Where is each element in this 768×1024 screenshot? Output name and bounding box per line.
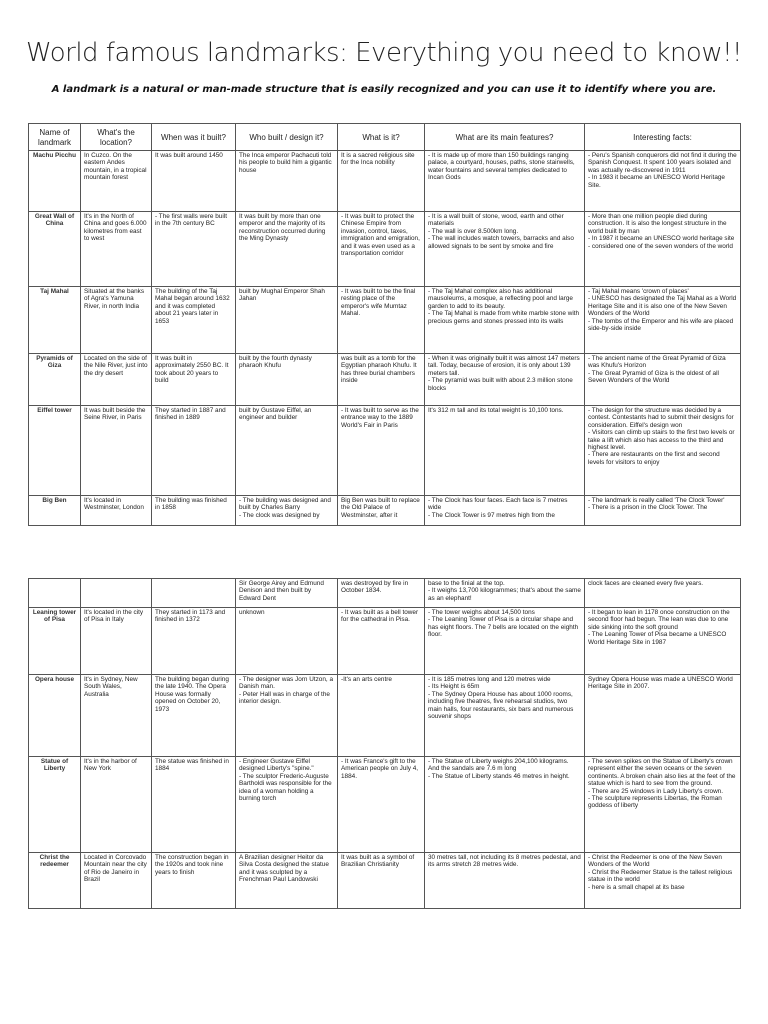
built-cell: The building was finished in 1858 — [152, 496, 236, 526]
header-what: What is it? — [338, 124, 425, 151]
facts-cell: - Christ the Redeemer is one of the New Seven Wonders of the World - Christ the Redeemer Statue is the tallest religious statue in the world - here is a small chapel at its base — [585, 853, 741, 909]
header-name: Name of landmark — [29, 124, 81, 151]
what-cell: was destroyed by fire in October 1834. — [338, 579, 425, 608]
table-row-eiffel-tower — [29, 406, 741, 496]
builder-cell: - The building was designed and built by Charles Barry - The clock was designed by — [236, 496, 338, 526]
built-cell: It was built around 1450 — [152, 151, 236, 212]
built-cell: The building began during the late 1940. The Opera House was formally opened on October 20, 1973 — [152, 675, 236, 757]
what-cell: Big Ben was built to replace the Old Palace of Westminster, after it — [338, 496, 425, 526]
header-location: What's the location? — [81, 124, 152, 151]
landmark-name: Pyramids of Giza — [29, 354, 81, 406]
table-row-machu-picchu — [29, 151, 741, 212]
builder-cell: - The designer was Jorn Utzon, a Danish man. - Peter Hall was in charge of the interior design. — [236, 675, 338, 757]
builder-cell: A Brazilian designer Heitor da Silva Costa designed the statue and it was sculpted by a Frenchman Paul Landowski — [236, 853, 338, 909]
features-cell: 30 metres tall, not including its 8 metres pedestal, and its arms stretch 28 metres wide. — [425, 853, 585, 909]
location-cell: It's in the North of China and goes 6.000 kilometres from east to west — [81, 212, 152, 287]
features-cell: - When it was originally built it was almost 147 meters tall. Today, because of erosion, it is only about 139 meters tall. - The pyramid was built with about 2.3 million stone blocks — [425, 354, 585, 406]
table-row-statue-of-liberty — [29, 757, 741, 853]
features-cell: - It is made up of more than 150 buildings ranging palace, a courtyard, houses, paths, stone stairwells, water fountains and several temples dedicated to Incan Gods — [425, 151, 585, 212]
location-cell: It's located in the city of Pisa in Italy — [81, 608, 152, 675]
landmark-name: Eiffel tower — [29, 406, 81, 496]
facts-cell: - Taj Mahal means 'crown of places' - UNESCO has designated the Taj Mahal as a World Heritage Site and it is also one of the New Seven Wonders of the World - The tombs of the Emperor and his wife are placed side-by-side inside — [585, 287, 741, 354]
table-row-big-ben — [29, 496, 741, 526]
features-cell: - The tower weighs about 14,500 tons - The Leaning Tower of Pisa is a circular shape and has eight floors. The 7 bells are located on the eighth floor. — [425, 608, 585, 675]
builder-cell: It was built by more than one emperor and the majority of its reconstruction occurred during the Ming Dynasty — [236, 212, 338, 287]
location-cell: Situated at the banks of Agra's Yamuna River, in north India — [81, 287, 152, 354]
built-cell: The building of the Taj Mahal began around 1632 and it was completed about 21 years later in 1653 — [152, 287, 236, 354]
table-row-great-wall — [29, 212, 741, 287]
features-cell: base to the finial at the top. - It weighs 13,700 kilogrammes; that's about the same as an elephant! — [425, 579, 585, 608]
builder-cell: built by Mughal Emperor Shah Jahan — [236, 287, 338, 354]
builder-cell: built by the fourth dynasty pharaoh Khufu — [236, 354, 338, 406]
table-row-pyramids — [29, 354, 741, 406]
what-cell: was built as a tomb for the Egyptian pharaoh Khufu. It has three burial chambers inside — [338, 354, 425, 406]
builder-cell: The Inca emperor Pachacuti told his people to build him a gigantic house — [236, 151, 338, 212]
facts-cell: clock faces are cleaned every five years. — [585, 579, 741, 608]
features-cell: - The Taj Mahal complex also has additional mausoleums, a mosque, a reflecting pool and large garden to add to its beauty. - The Taj Mahal is made from white marble stone with precious gems and stones pressed into its walls — [425, 287, 585, 354]
built-cell-empty — [152, 579, 236, 608]
built-cell: It was built in approximately 2550 BC. It took about 20 years to build — [152, 354, 236, 406]
built-cell: The construction began in the 1920s and took nine years to finish — [152, 853, 236, 909]
location-cell: Located in Corcovado Mountain near the city of Rio de Janeiro in Brazil — [81, 853, 152, 909]
features-cell: - It is a wall built of stone, wood, earth and other materials - The wall is over 8.500km long. - The wall includes watch towers, barracks and also allowed signals to be sent by smoke and fire — [425, 212, 585, 287]
what-cell: It was built as a symbol of Brazilian Christianity — [338, 853, 425, 909]
facts-cell: Sydney Opera House was made a UNESCO World Heritage Site in 2007. — [585, 675, 741, 757]
table-row-big-ben-continued — [29, 579, 741, 608]
landmark-name: Machu Picchu — [29, 151, 81, 212]
facts-cell: - The ancient name of the Great Pyramid of Giza was Khufu's Horizon - The Great Pyramid of Giza is the oldest of all Seven Wonders of the World — [585, 354, 741, 406]
facts-cell: - The design for the structure was decided by a contest. Contestants had to submit their designs for consideration. Eiffel's design won - Visitors can climb up stairs to the first two levels or take a lift which also has access to the third and highest level. - There are restaurants on the first and second levels for visitors to enjoy — [585, 406, 741, 496]
built-cell: They started in 1173 and finished in 1372 — [152, 608, 236, 675]
features-cell: It's 312 m tall and its total weight is 10,100 tons. — [425, 406, 585, 496]
what-cell: - It was built to protect the Chinese Empire from invasion, control, taxes, immigration and emigration, and it was even used as a transportation corridor — [338, 212, 425, 287]
table-row-leaning-tower — [29, 608, 741, 675]
facts-cell: - The landmark is really called 'The Clock Tower' - There is a prison in the Clock Tower. The — [585, 496, 741, 526]
built-cell: The statue was finished in 1884 — [152, 757, 236, 853]
landmark-name: Leaning tower of Pisa — [29, 608, 81, 675]
features-cell: - It is 185 metres long and 120 metres wide - Its Height is 65m - The Sydney Opera House has about 1000 rooms, including five theatres, five rehearsal studios, two main halls, four restaurants, six bars and numerous souvenir shops — [425, 675, 585, 757]
what-cell: - It was built as a bell tower for the cathedral in Pisa. — [338, 608, 425, 675]
landmark-name: Big Ben — [29, 496, 81, 526]
landmark-name: Opera house — [29, 675, 81, 757]
what-cell: - It was built to be the final resting place of the emperor's wife Mumtaz Mahal. — [338, 287, 425, 354]
location-cell: It's located in Westminster, London — [81, 496, 152, 526]
page-subtitle: A landmark is a natural or man-made structure that is easily recognized and you can use it to identify where you are. — [51, 84, 717, 95]
facts-cell: - More than one million people died during construction. It is also the longest structure in the world built by man - In 1987 it became an UNESCO world heritage site - considered one of the seven wonders of the world — [585, 212, 741, 287]
facts-cell: - It began to lean in 1178 once construction on the second floor had begun. The lean was due to one side sinking into the soft ground - The Leaning Tower of Pisa became a UNESCO World Heritage Site in 1987 — [585, 608, 741, 675]
builder-cell: - Engineer Gustave Eiffel designed Liberty's "spine." - The sculptor Frederic-Auguste Bartholdi was responsible for the idea of a woman holding a burning torch — [236, 757, 338, 853]
facts-cell: - The seven spikes on the Statue of Liberty's crown represent either the seven oceans or the seven continents. A broken chain also lies at the feet of the statue which is hard to see from the ground. - There are 25 windows in Lady Liberty's crown. - The sculpture represents Libertas, the Roman goddess of liberty — [585, 757, 741, 853]
landmark-name: Taj Mahal — [29, 287, 81, 354]
builder-cell: built by Gustave Eiffel, an engineer and builder — [236, 406, 338, 496]
built-cell: - The first walls were built in the 7th century BC — [152, 212, 236, 287]
header-features: What are its main features? — [425, 124, 585, 151]
landmark-name: Statue of Liberty — [29, 757, 81, 853]
header-facts: Interesting facts: — [585, 124, 741, 151]
features-cell: - The Statue of Liberty weighs 204,100 kilograms. And the sandals are 7.6 m long - The Statue of Liberty stands 46 metres in height. — [425, 757, 585, 853]
built-cell: They started in 1887 and finished in 1889 — [152, 406, 236, 496]
location-cell: In Cuzco. On the eastern Andes mountain, in a tropical mountain forest — [81, 151, 152, 212]
builder-cell: unknown — [236, 608, 338, 675]
features-cell: - The Clock has four faces. Each face is 7 metres wide - The Clock Tower is 97 metres high from the — [425, 496, 585, 526]
header-row — [29, 124, 741, 151]
header-built: When was it built? — [152, 124, 236, 151]
table-row-opera-house — [29, 675, 741, 757]
what-cell: It is a sacred religious site for the Inca nobility — [338, 151, 425, 212]
landmarks-table-page-2 — [28, 578, 741, 909]
table-row-taj-mahal — [29, 287, 741, 354]
header-builder: Who built / design it? — [236, 124, 338, 151]
table-row-christ-the-redeemer — [29, 853, 741, 909]
landmark-name: Christ the redeemer — [29, 853, 81, 909]
landmark-name-empty — [29, 579, 81, 608]
what-cell: -It's an arts centre — [338, 675, 425, 757]
location-cell: Located on the side of the Nile River, just into the dry desert — [81, 354, 152, 406]
facts-cell: - Peru's Spanish conquerors did not find it during the Spanish Conquest. It spent 100 years isolated and was actually re-discovered in 1911 - In 1983 it became an UNESCO World Heritage Site. — [585, 151, 741, 212]
page-title: World famous landmarks: Everything you need to know!! — [26, 38, 742, 68]
landmark-name: Great Wall of China — [29, 212, 81, 287]
location-cell: It's in Sydney, New South Wales, Australia — [81, 675, 152, 757]
what-cell: - It was built to serve as the entrance way to the 1889 World's Fair in Paris — [338, 406, 425, 496]
landmarks-table-page-1 — [28, 123, 741, 526]
location-cell: It's in the harbor of New York — [81, 757, 152, 853]
what-cell: - It was France's gift to the American people on July 4, 1884. — [338, 757, 425, 853]
location-cell-empty — [81, 579, 152, 608]
builder-cell: Sir George Airey and Edmund Denison and then built by Edward Dent — [236, 579, 338, 608]
location-cell: It was built beside the Seine River, in Paris — [81, 406, 152, 496]
